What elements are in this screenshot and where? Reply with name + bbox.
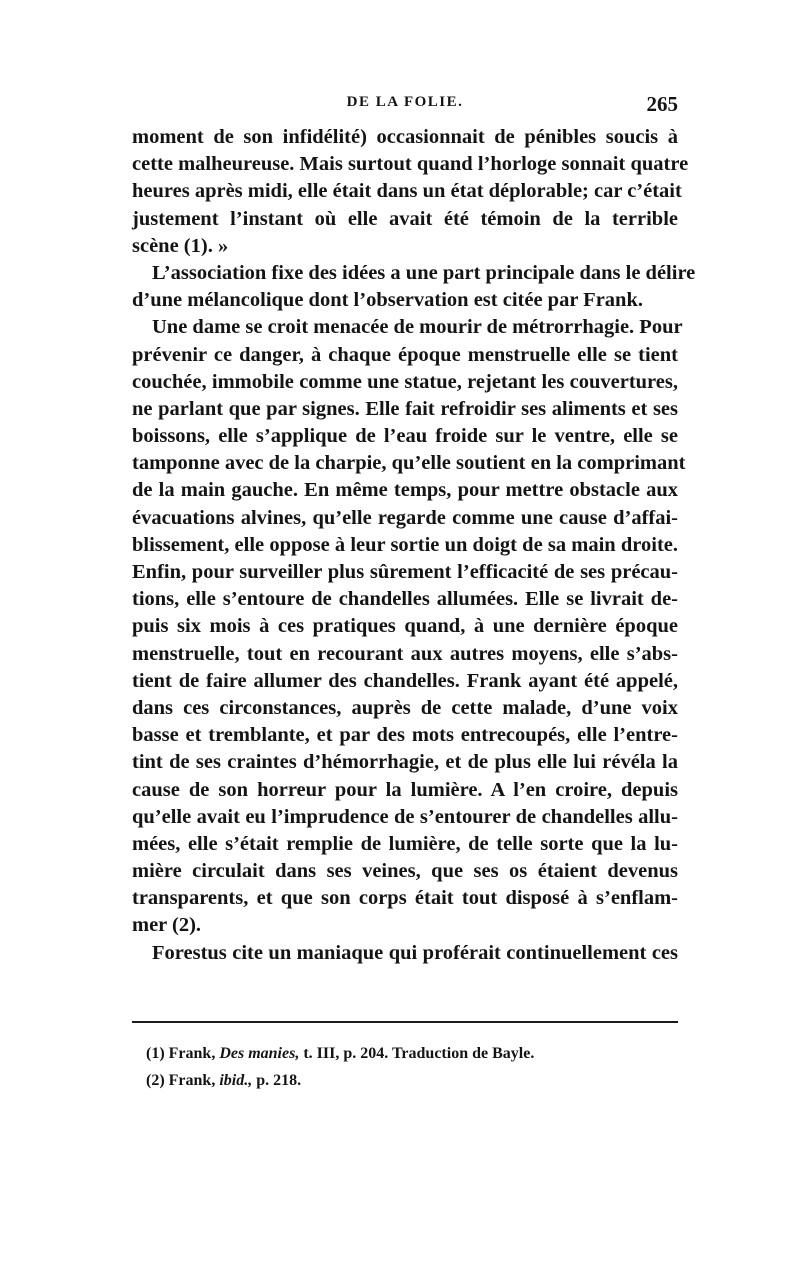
text-line: menstruelle, tout en recourant aux autres moyens, elle s’abs- [132, 642, 678, 665]
text-line: tamponne avec de la charpie, qu’elle soutient en la comprimant [132, 452, 686, 475]
text-line: cause de son horreur pour la lumière. A l’en croire, depuis [132, 778, 678, 801]
footnote-divider [132, 1021, 678, 1023]
text-line: mer (2). [132, 914, 202, 937]
footnote-mark: (1) [146, 1045, 165, 1062]
text-line: moment de son infidélité) occasionnait de pénibles soucis à [132, 126, 678, 148]
text-line: boissons, elle s’applique de l’eau froide sur le ventre, elle se [132, 425, 678, 448]
text-line: basse et tremblante, et par des mots entrecoupés, elle l’entre- [132, 724, 678, 747]
text-line: qu’elle avait eu l’imprudence de s’entourer de chandelles allu- [132, 805, 678, 828]
footnote-reference: p. 218. [256, 1072, 302, 1089]
text-line: ne parlant que par signes. Elle fait refroidir ses aliments et ses [132, 397, 678, 420]
footnote-author: Frank, [168, 1045, 216, 1062]
text-line: couchée, immobile comme une statue, rejetant les couvertures, [132, 370, 678, 393]
text-line: prévenir ce danger, à chaque époque menstruelle elle se tient [132, 343, 678, 366]
text-line: cette malheureuse. Mais surtout quand l’horloge sonnait quatre [132, 153, 689, 176]
paragraph-start-line: L’association fixe des idées a une part principale dans le délire [152, 261, 696, 284]
text-line: de la main gauche. En même temps, pour mettre obstacle aux [132, 479, 678, 502]
running-head [132, 92, 678, 122]
text-line: Enfin, pour surveiller plus sûrement l’efficacité de ses précau- [132, 561, 678, 583]
text-line: transparents, et que son corps était tout disposé à s’enflam- [132, 887, 678, 910]
footnote-title: ibid., [219, 1072, 253, 1089]
text-line: justement l’instant où elle avait été témoin de la terrible [132, 207, 678, 230]
text-line: d’une mélancolique dont l’observation est citée par Frank. [132, 289, 643, 312]
text-line: évacuations alvines, qu’elle regarde comme une cause d’affai- [132, 506, 678, 529]
text-line: tient de faire allumer des chandelles. Frank ayant été appelé, [132, 669, 678, 692]
paragraph-start-line: Forestus cite un maniaque qui proférait continuellement ces [152, 941, 678, 964]
text-line: dans ces circonstances, auprès de cette malade, d’une voix [132, 696, 678, 719]
footnotes [146, 1040, 666, 1094]
footnote-title: Des manies, [219, 1045, 300, 1062]
paragraph-start-line: Une dame se croit menacée de mourir de métrorrhagie. Pour [152, 316, 683, 339]
running-title: DE LA FOLIE. [346, 94, 464, 110]
text-line: puis six mois à ces pratiques quand, à une dernière époque [132, 615, 678, 638]
text-line: mées, elle s’était remplie de lumière, de telle sorte que la lu- [132, 832, 678, 855]
text-line: heures après midi, elle était dans un état déplorable; car c’était [132, 180, 682, 203]
text-line: blissement, elle oppose à leur sortie un doigt de sa main droite. [132, 533, 678, 556]
footnote-2 [146, 1067, 666, 1094]
text-line: tint de ses craintes d’hémorrhagie, et de plus elle lui révéla la [132, 751, 678, 774]
footnote-mark: (2) [146, 1072, 165, 1089]
body-text [132, 124, 696, 967]
footnote-author: Frank, [168, 1072, 216, 1089]
text-line: scène (1). » [132, 234, 229, 257]
text-line: mière circulait dans ses veines, que ses os étaient devenus [132, 860, 678, 883]
footnote-reference: t. III, p. 204. Traduction de Bayle. [303, 1045, 535, 1062]
text-line: tions, elle s’entoure de chandelles allumées. Elle se livrait de- [132, 588, 678, 611]
footnote-1 [146, 1040, 666, 1067]
page-number: 265 [646, 92, 678, 116]
